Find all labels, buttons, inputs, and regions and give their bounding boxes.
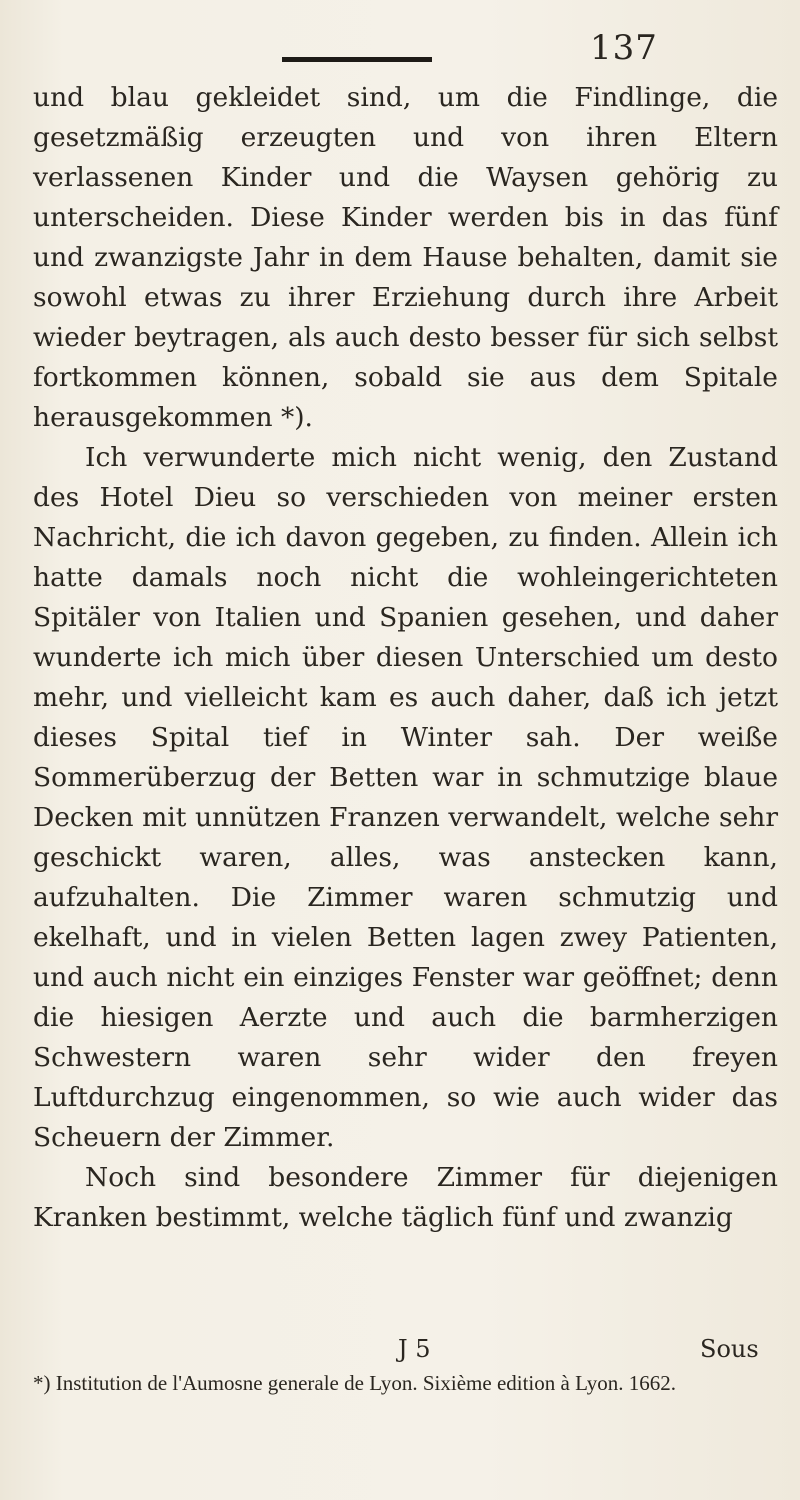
header-rule [282,57,432,62]
paragraph-1: und blau gekleidet sind, um die Findlinge, die gesetzmäßig erzeugten und von ihren Eltern verlassenen Kinder und die Waysen gehörig zu unterscheiden. Diese Kinder werden bis in das fünf und zwanzigste Jahr in dem Hause behalten, damit sie sowohl etwas zu ihrer Erziehung durch ihre Arbeit wieder beytragen, als auch desto besser für sich selbst fortkommen können, sobald sie aus dem Spitale herausgekommen *). [33,82,778,433]
footnote: *) Institution de l'Aumosne generale de Lyon. Sixième edition à Lyon. 1662. [33,1371,677,1395]
paragraph-2: Ich verwunderte mich nicht wenig, den Zustand des Hotel Dieu so verschieden von meiner ersten Nachricht, die ich davon gegeben, zu finden. Allein ich hatte damals noch nicht die wohleingerichteten Spitäler von Italien und Spanien gesehen, und daher wunderte ich mich über diesen Unterschied um desto mehr, und vielleicht kam es auch daher, daß ich jetzt dieses Spital tief in Winter sah. Der weiße Sommerüberzug der Betten war in schmutzige blaue Decken mit unnützen Franzen verwandelt, welche sehr geschickt waren, alles, was anstecken kann, aufzuhalten. Die Zimmer waren schmutzig und ekelhaft, und in vielen Betten lagen zwey Patienten, und auch nicht ein einziges Fenster war geöffnet; denn die hiesigen Aerzte und auch die barmherzigen Schwestern waren sehr wider den freyen Luftdurchzug eingenommen, so wie auch wider das Scheuern der Zimmer. [33,442,778,1153]
body-text [33,78,778,1238]
page-number: 137 [590,28,658,68]
signature-mark: J 5 [398,1335,431,1363]
catchword: Sous [700,1335,759,1363]
paragraph-3: Noch sind besondere Zimmer für diejenigen Kranken bestimmt, welche täglich fünf und zwanzig [33,1162,778,1233]
